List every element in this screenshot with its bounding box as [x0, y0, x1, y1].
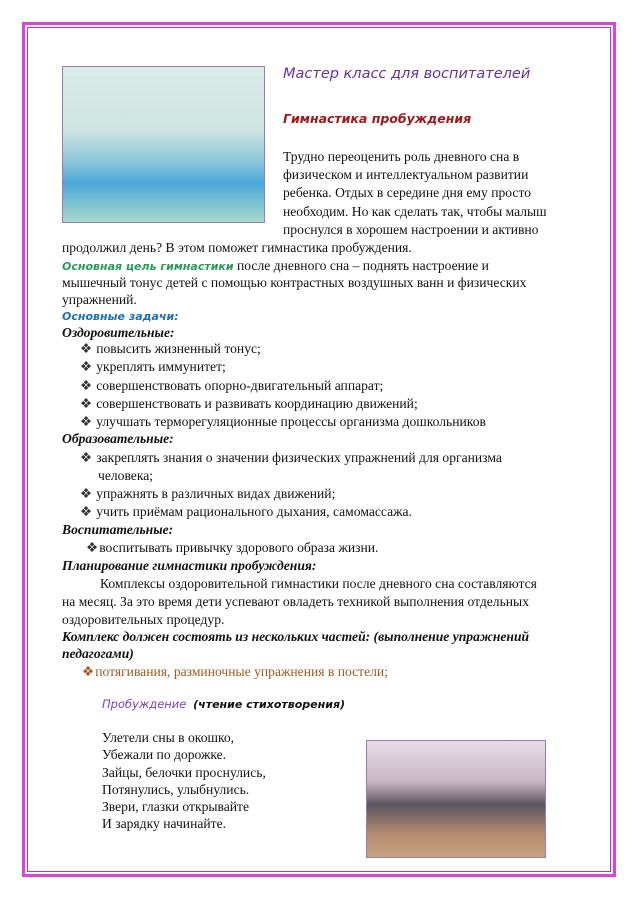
list-item: ❖ улучшать терморегуляционные процессы организма дошкольников [80, 414, 486, 429]
upbringing-heading: Воспитательные: [62, 522, 174, 537]
poem-line: Убежали по дорожке. [102, 747, 227, 762]
list-item: ❖ учить приёмам рационального дыхания, самомассажа. [80, 504, 412, 519]
page-title: Мастер класс для воспитателей [283, 66, 531, 82]
intro-line: ребенка. Отдых в середине дня ему просто [283, 185, 531, 200]
list-item: ❖ упражнять в различных видах движений; [80, 486, 336, 501]
intro-line: физическом и интеллектуальном развитии [283, 167, 529, 182]
list-item: ❖потягивания, разминочные упражнения в постели; [82, 664, 388, 679]
wake-note: (чтение стихотворения) [193, 698, 346, 711]
complex-heading: педагогами) [62, 646, 134, 661]
children-exercising-photo [62, 66, 265, 223]
bullet-icon: ❖ [80, 486, 93, 501]
list-item: ❖ повысить жизненный тонус; [80, 341, 261, 356]
poem-line: И зарядку начинайте. [102, 816, 227, 831]
bullet-icon: ❖ [80, 396, 93, 411]
poem-line: Потянулись, улыбнулись. [102, 782, 250, 797]
list-item: ❖ совершенствовать опорно-двигательный аппарат; [80, 378, 384, 393]
bullet-icon: ❖ [80, 450, 93, 465]
list-item: ❖ закреплять знания о значении физических упражнений для организма [80, 450, 502, 465]
tasks-heading: Основные задачи: [62, 310, 179, 323]
plan-line: на месяц. За это время дети успевают овладеть техникой выполнения отдельных [62, 594, 529, 609]
poem-line: Зайцы, белочки проснулись, [102, 765, 266, 780]
intro-line: необходим. Но как сделать так, чтобы малыш [283, 204, 547, 219]
goal-line: Основная цель гимнастики после дневного сна – поднять настроение и [62, 258, 489, 273]
plan-line: Комплексы оздоровительной гимнастики после дневного сна составляются [100, 576, 537, 591]
subtitle: Гимнастика пробуждения [283, 111, 472, 126]
intro-line: проснулся в хорошем настроении и активно [283, 222, 539, 237]
goal-label: Основная цель гимнастики [62, 260, 234, 273]
intro-line: Трудно переоценить роль дневного сна в [283, 149, 520, 164]
poem-line: Улетели сны в окошко, [102, 730, 235, 745]
list-item: ❖воспитывать привычку здорового образа жизни. [86, 540, 379, 555]
list-item-continued: человека; [98, 468, 154, 483]
list-item: ❖ укреплять иммунитет; [80, 359, 226, 374]
teachers-exercising-photo [366, 740, 546, 858]
bullet-icon: ❖ [80, 414, 93, 429]
wake-heading [102, 695, 345, 713]
goal-line: упражнений. [62, 292, 137, 307]
plan-heading: Планирование гимнастики пробуждения: [62, 558, 317, 573]
bullet-icon: ❖ [80, 341, 93, 356]
list-item: ❖ совершенствовать и развивать координацию движений; [80, 396, 418, 411]
edu-heading: Образовательные: [62, 431, 174, 446]
intro-line: продолжил день? В этом поможет гимнастика пробуждения. [62, 240, 412, 255]
wake-label: Пробуждение [102, 697, 187, 711]
bullet-icon: ❖ [80, 504, 93, 519]
bullet-icon: ❖ [80, 378, 93, 393]
plan-line: оздоровительных процедур. [62, 612, 225, 627]
health-heading: Оздоровительные: [62, 325, 175, 340]
bullet-icon: ❖ [80, 359, 93, 374]
goal-line: мышечный тонус детей с помощью контрастных воздушных ванн и физических [62, 275, 527, 290]
bullet-icon: ❖ [86, 540, 99, 555]
complex-heading: Комплекс должен состоять из нескольких частей: (выполнение упражнений [62, 629, 530, 644]
bullet-icon: ❖ [82, 664, 95, 679]
poem-line: Звери, глазки открывайте [102, 799, 250, 814]
